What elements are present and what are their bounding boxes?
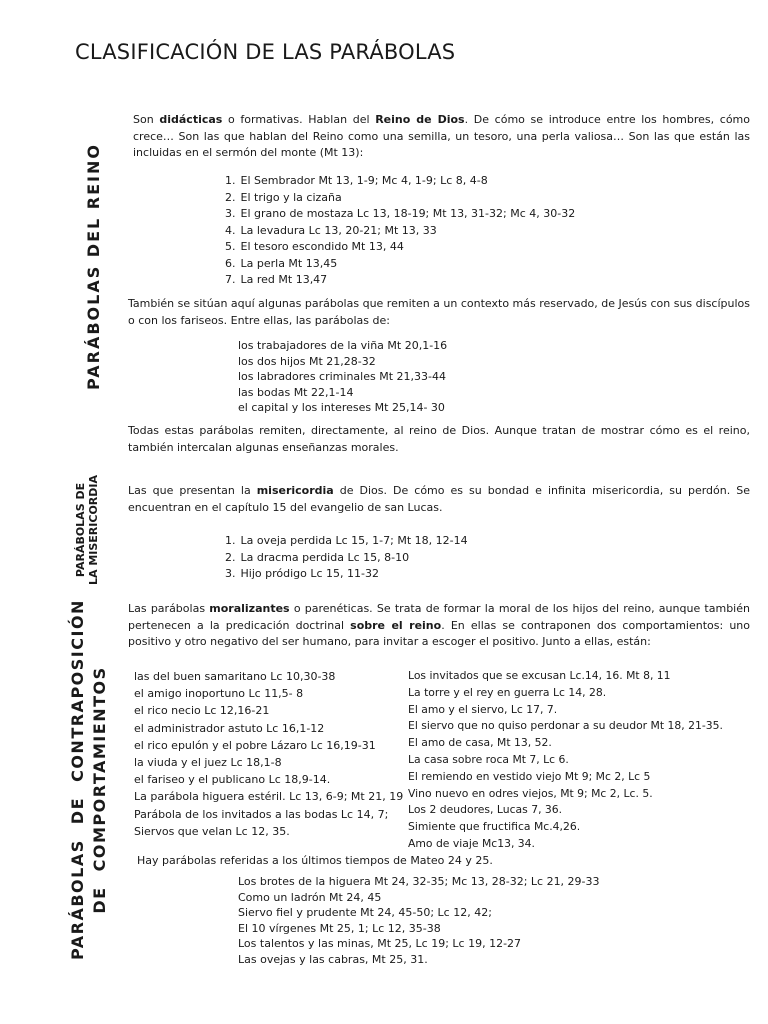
misericordia-intro-part-1: Las que presentan la — [128, 484, 257, 497]
side-label-contraposicion — [67, 599, 111, 960]
list-number: 5. — [225, 240, 236, 253]
list-item — [225, 272, 575, 289]
list-number: 3. — [225, 567, 236, 580]
list-item — [225, 223, 575, 240]
list-item-text: La dracma perdida Lc 15, 8-10 — [240, 550, 410, 564]
list-item: el rico epulón y el pobre Lázaro Lc 16,19-31 — [134, 738, 376, 752]
list-item — [225, 190, 575, 207]
misericordia-parables-list — [225, 533, 468, 583]
list-number: 1. — [225, 174, 236, 187]
reino-intro-bold-2: Reino de Dios — [375, 113, 465, 126]
list-item: los labradores criminales Mt 21,33-44 — [238, 370, 446, 383]
list-item-text: El Sembrador Mt 13, 1-9; Mc 4, 1-9; Lc 8, 4-8 — [240, 174, 488, 187]
list-item: Amo de viaje Mc13, 34. — [408, 836, 535, 850]
reino-also-text: También se sitúan aquí algunas parábolas que remiten a un contexto más reservado, de Jesús con sus discípulos o con los fariseos. Entre ellas, las parábolas de: — [128, 297, 750, 327]
list-item: el amigo inoportuno Lc 11,5- 8 — [134, 687, 304, 701]
list-item: Simiente que fructifica Mc.4,26. — [408, 820, 581, 834]
contraposicion-intro — [128, 601, 750, 651]
list-item-text: Hijo pródigo Lc 15, 11-32 — [240, 567, 379, 580]
list-item: Los brotes de la higuera Mt 24, 32-35; Mc 13, 28-32; Lc 21, 29-33 — [238, 875, 600, 888]
list-item: el administrador astuto Lc 16,1-12 — [134, 721, 325, 735]
misericordia-intro-bold: misericordia — [256, 484, 334, 497]
last-times-list — [238, 874, 600, 968]
list-item: La torre y el rey en guerra Lc 14, 28. — [408, 685, 607, 699]
list-item — [225, 239, 575, 256]
reino-intro-bold-1: didácticas — [159, 113, 223, 126]
page-title: CLASIFICACIÓN DE LAS PARÁBOLAS — [75, 40, 456, 64]
side-label-misericordia — [74, 470, 100, 590]
list-item: las bodas Mt 22,1-14 — [238, 385, 354, 399]
list-item-text: El grano de mostaza Lc 13, 18-19; Mt 13, 31-32; Mc 4, 30-32 — [240, 207, 576, 220]
misericordia-intro — [128, 483, 750, 516]
list-item-text: La perla Mt 13,45 — [240, 256, 338, 270]
contraposicion-intro-bold-2: sobre el reino — [350, 618, 442, 632]
list-item: El 10 vírgenes Mt 25, 1; Lc 12, 35-38 — [238, 921, 441, 935]
list-number: 4. — [225, 223, 236, 237]
list-item: las del buen samaritano Lc 10,30-38 — [134, 670, 336, 683]
contraposicion-intro-bold-1: moralizantes — [209, 602, 290, 615]
reino-closing-text: Todas estas parábolas remiten, directamente, al reino de Dios. Aunque tratan de mostrar cómo es el reino, también intercalan algunas enseñanzas morales. — [128, 424, 750, 454]
side-label-contraposicion-line-1: PARÁBOLAS DE CONTRAPOSICIÓN — [68, 599, 87, 960]
list-item: El remiendo en vestido viejo Mt 9; Mc 2, Lc 5 — [408, 769, 651, 783]
list-item: la viuda y el juez Lc 18,1-8 — [134, 756, 282, 770]
side-label-misericordia-line-1: PARÁBOLAS DE — [74, 482, 87, 578]
list-number: 2. — [225, 550, 236, 564]
list-number: 1. — [225, 534, 236, 547]
list-number: 6. — [225, 256, 236, 270]
side-label-misericordia-line-2: LA MISERICORDIA — [87, 474, 100, 586]
last-times-text: Hay parábolas referidas a los últimos tiempos de Mateo 24 y 25. — [137, 854, 493, 867]
list-item: El amo y el siervo, Lc 17, 7. — [408, 702, 558, 716]
reino-intro — [133, 112, 750, 162]
contraposicion-left-column — [134, 668, 403, 840]
list-item: Siervo fiel y prudente Mt 24, 45-50; Lc 12, 42; — [238, 906, 492, 920]
list-item — [225, 173, 575, 190]
side-label-reino-text: PARÁBOLAS DEL REINO — [84, 143, 103, 390]
list-item: Vino nuevo en odres viejos, Mt 9; Mc 2, Lc. 5. — [408, 786, 653, 800]
list-item: Los 2 deudores, Lucas 7, 36. — [408, 803, 563, 817]
list-item: La casa sobre roca Mt 7, Lc 6. — [408, 752, 569, 766]
side-label-reino — [83, 143, 105, 390]
list-item: Los invitados que se excusan Lc.14, 16. Mt 8, 11 — [408, 669, 671, 682]
side-label-contraposicion-line-2: DE COMPORTAMIENTOS — [90, 666, 109, 914]
list-item: Los talentos y las minas, Mt 25, Lc 19; Lc 19, 12-27 — [238, 937, 522, 951]
list-item: el capital y los intereses Mt 25,14- 30 — [238, 401, 445, 414]
list-item: los dos hijos Mt 21,28-32 — [238, 354, 376, 368]
list-item — [225, 256, 575, 273]
list-item: los trabajadores de la viña Mt 20,1-16 — [238, 339, 448, 352]
list-item — [225, 206, 575, 223]
misericordia-intro-part-2: de Dios. De cómo es su bondad e infinita misericordia, su perdón. Se encuentran en el capítulo 15 del evangelio de san Lucas. — [128, 484, 750, 514]
list-item — [225, 550, 468, 567]
list-item — [225, 533, 468, 550]
list-item: El amo de casa, Mt 13, 52. — [408, 736, 552, 750]
list-item: el rico necio Lc 12,16-21 — [134, 704, 270, 718]
list-item-text: El tesoro escondido Mt 13, 44 — [240, 240, 404, 253]
reino-intro-part-2: o formativas. Hablan del — [222, 113, 376, 126]
contraposicion-right-column — [408, 668, 723, 853]
reino-parables-list — [225, 173, 575, 289]
list-item: La parábola higuera estéril. Lc 13, 6-9; Mt 21, 19 — [134, 790, 404, 804]
reino-intro-part-3: . De cómo se introduce entre los hombres, cómo crece… Son las que hablan del Reino como una semilla, un tesoro, una perla valiosa… Son las que están las incluidas en el sermón del monte (Mt 13): — [133, 113, 750, 159]
reino-intro-part-1: Son — [133, 113, 160, 126]
list-item: Parábola de los invitados a las bodas Lc 14, 7; — [134, 807, 389, 821]
list-item: el fariseo y el publicano Lc 18,9-14. — [134, 773, 331, 787]
list-number: 7. — [225, 273, 236, 286]
list-item-text: La red Mt 13,47 — [240, 273, 328, 286]
list-item-text: La levadura Lc 13, 20-21; Mt 13, 33 — [240, 223, 437, 237]
reino-reserved-list — [238, 338, 447, 416]
list-item: Siervos que velan Lc 12, 35. — [134, 824, 290, 838]
list-item-text: El trigo y la cizaña — [240, 190, 342, 204]
list-item: Las ovejas y las cabras, Mt 25, 31. — [238, 952, 428, 966]
list-item-text: La oveja perdida Lc 15, 1-7; Mt 18, 12-14 — [240, 534, 468, 547]
contraposicion-intro-part-3: . En ellas se contraponen dos comportamientos: uno positivo y otro negativo del ser humano, para invitar a escoger el positivo. Junto a ellas, están: — [128, 618, 750, 648]
list-number: 2. — [225, 190, 236, 204]
list-item — [225, 566, 468, 583]
list-item: Como un ladrón Mt 24, 45 — [238, 890, 382, 904]
contraposicion-intro-part-1: Las parábolas — [128, 602, 210, 615]
contraposicion-intro-part-2: o parenéticas. Se trata de formar la moral de los hijos del reino, aunque también pertenecen a la predicación doctrinal — [128, 602, 750, 632]
list-number: 3. — [225, 207, 236, 220]
list-item: El siervo que no quiso perdonar a su deudor Mt 18, 21-35. — [408, 719, 723, 733]
